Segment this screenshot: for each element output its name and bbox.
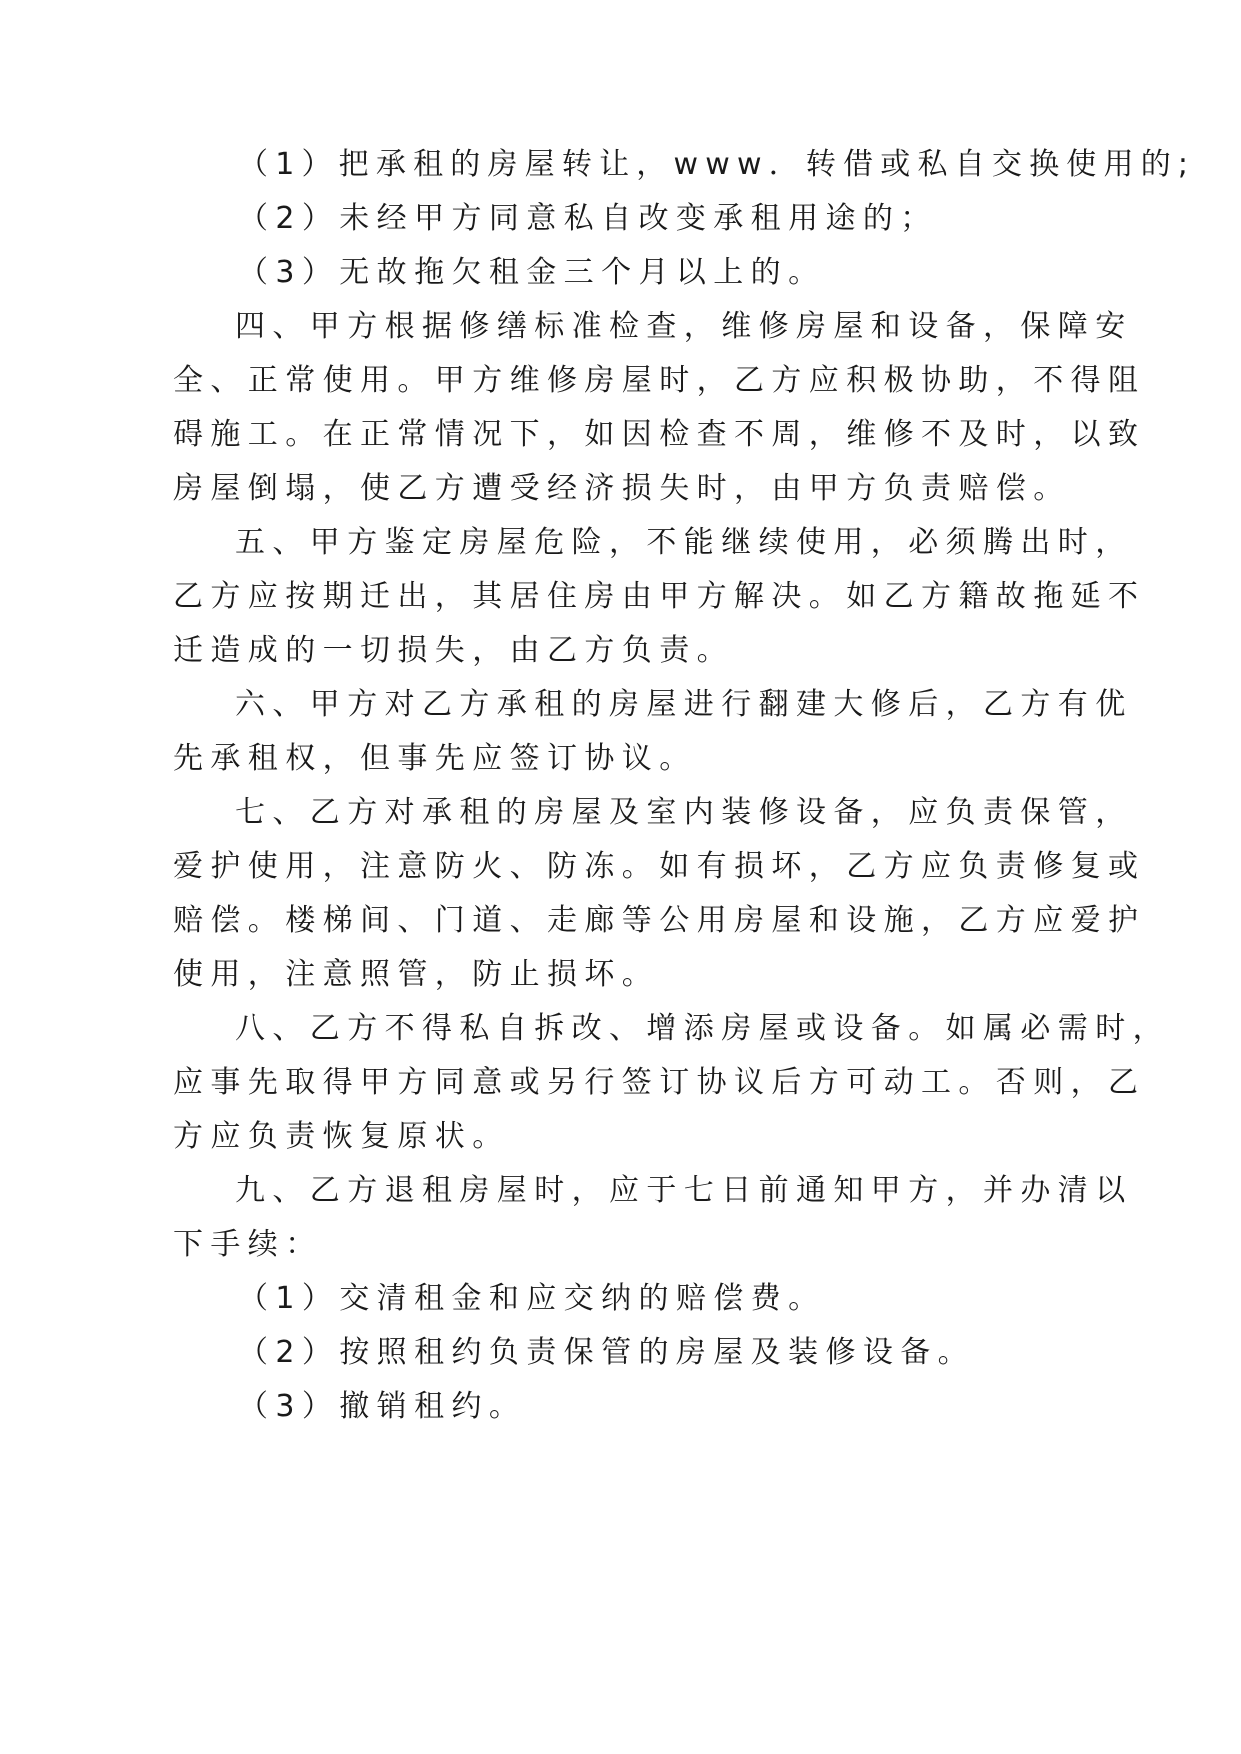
- text-line: （3）撤销租约。: [238, 1389, 527, 1424]
- text-line: 方应负责恢复原状。: [173, 1119, 510, 1154]
- text-line: 碍施工。在正常情况下，如因检查不周，维修不及时，以致: [173, 417, 1146, 452]
- text-line: 下手续：: [173, 1227, 323, 1262]
- text-line: （1）交清租金和应交纳的赔偿费。: [238, 1281, 826, 1316]
- text-line: 全、正常使用。甲方维修房屋时，乙方应积极协助，不得阻: [173, 363, 1146, 398]
- text-line: （1）把承租的房屋转让，www．转借或私自交换使用的;: [238, 147, 1196, 182]
- text-line: 五、甲方鉴定房屋危险，不能继续使用，必须腾出时，: [235, 525, 1133, 560]
- text-line: 爱护使用，注意防火、防冻。如有损坏，乙方应负责修复或: [173, 849, 1146, 884]
- text-line: （2）未经甲方同意私自改变承租用途的；: [238, 201, 938, 236]
- text-line: 六、甲方对乙方承租的房屋进行翻建大修后，乙方有优: [235, 687, 1133, 722]
- text-line: 七、乙方对承租的房屋及室内装修设备，应负责保管，: [235, 795, 1133, 830]
- text-line: 九、乙方退租房屋时，应于七日前通知甲方，并办清以: [235, 1173, 1133, 1208]
- text-line: 四、甲方根据修缮标准检查，维修房屋和设备，保障安: [235, 309, 1133, 344]
- text-line: 赔偿。楼梯间、门道、走廊等公用房屋和设施，乙方应爱护: [173, 903, 1146, 938]
- text-line: （2）按照租约负责保管的房屋及装修设备。: [238, 1335, 976, 1370]
- text-line: 使用，注意照管，防止损坏。: [173, 957, 660, 992]
- text-line: （3）无故拖欠租金三个月以上的。: [238, 255, 826, 290]
- text-line: 八、乙方不得私自拆改、增添房屋或设备。如属必需时，: [235, 1011, 1170, 1046]
- text-line: 应事先取得甲方同意或另行签订协议后方可动工。否则，乙: [173, 1065, 1146, 1100]
- text-line: 迁造成的一切损失，由乙方负责。: [173, 633, 734, 668]
- text-line: 先承租权，但事先应签订协议。: [173, 741, 697, 776]
- text-line: 房屋倒塌，使乙方遭受经济损失时，由甲方负责赔偿。: [173, 471, 1071, 506]
- text-line: 乙方应按期迁出，其居住房由甲方解决。如乙方籍故拖延不: [173, 579, 1146, 614]
